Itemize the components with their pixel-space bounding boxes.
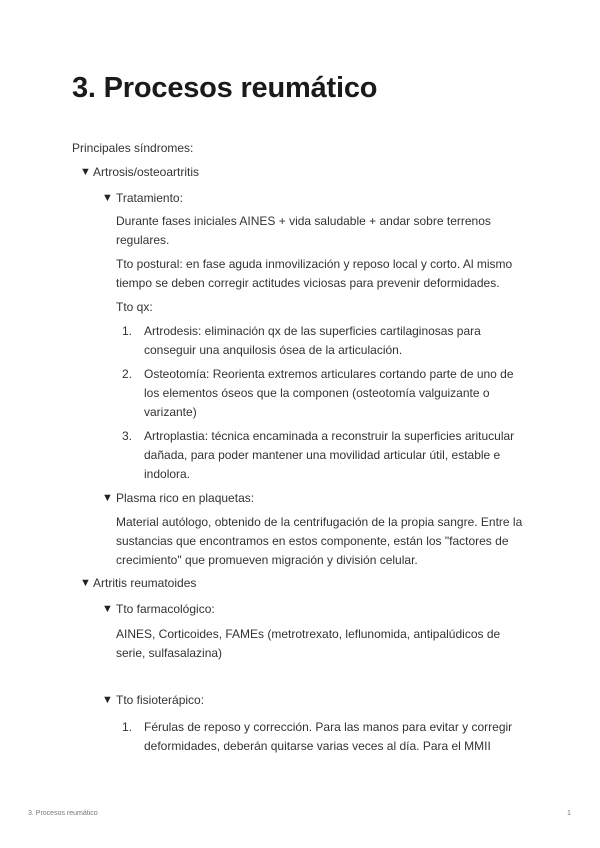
farmaco-label: Tto farmacológico: — [116, 602, 215, 616]
toggle-arrow-icon[interactable]: ▼ — [102, 192, 113, 204]
fisio-list — [122, 718, 518, 756]
farmaco-paragraph: AINES, Corticoides, FAMEs (metrotrexato, leflunomida, antipalúdicos de serie, sulfasalazina) — [116, 627, 501, 660]
tto-qx-list — [122, 322, 518, 484]
fisio-label: Tto fisioterápico: — [116, 693, 205, 707]
list-item: 1. Artrodesis: eliminación qx de las superficies cartilaginosas para conseguir una anquilosis ósea de la articulación. — [122, 324, 481, 357]
section-artritis-label: Artritis reumatoides — [93, 576, 197, 590]
toggle-arrow-icon[interactable]: ▼ — [102, 492, 113, 504]
intro-text: Principales síndromes: — [72, 141, 194, 155]
page-title: 3. Procesos reumático — [72, 72, 378, 104]
plasma-label: Plasma rico en plaquetas: — [116, 491, 255, 505]
list-item: 1. Férulas de reposo y corrección. Para las manos para evitar y corregir deformidades, deberán quitarse varias veces al día. Para el MMII — [122, 720, 513, 753]
toggle-arrow-icon[interactable]: ▼ — [102, 694, 113, 706]
tratamiento-paragraph: Tto postural: en fase aguda inmovilización y reposo local y corto. Al mismo tiempo se deben corregir actitudes viciosas para prevenir deformidades. — [116, 257, 513, 290]
tto-qx-label: Tto qx: — [116, 300, 153, 314]
footer-title: 3. Procesos reumático — [28, 810, 98, 817]
list-item: 2. Osteotomía: Reorienta extremos articulares cortando parte de uno de los elementos óseos que la componen (osteotomía valguizante o varizante) — [122, 367, 514, 419]
toggle-arrow-icon[interactable]: ▼ — [102, 603, 113, 615]
plasma-paragraph: Material autólogo, obtenido de la centrifugación de la propia sangre. Entre la sustancias que encontramos en estos componente, están los "factores de crecimiento" que promueven migración y división celular. — [116, 515, 523, 567]
page-number: 1 — [567, 810, 571, 817]
tratamiento-paragraph: Durante fases iniciales AINES + vida saludable + andar sobre terrenos regulares. — [116, 214, 491, 247]
toggle-arrow-icon[interactable]: ▼ — [80, 577, 91, 589]
section-artrosis-label: Artrosis/osteoartritis — [93, 165, 200, 179]
tratamiento-label: Tratamiento: — [116, 191, 183, 205]
toggle-arrow-icon[interactable]: ▼ — [80, 166, 91, 178]
list-item: 3. Artroplastia: técnica encaminada a reconstruir la superficies aritucular dañada, para poder mantener una movilidad articular útil, estable e indolora. — [122, 429, 515, 481]
